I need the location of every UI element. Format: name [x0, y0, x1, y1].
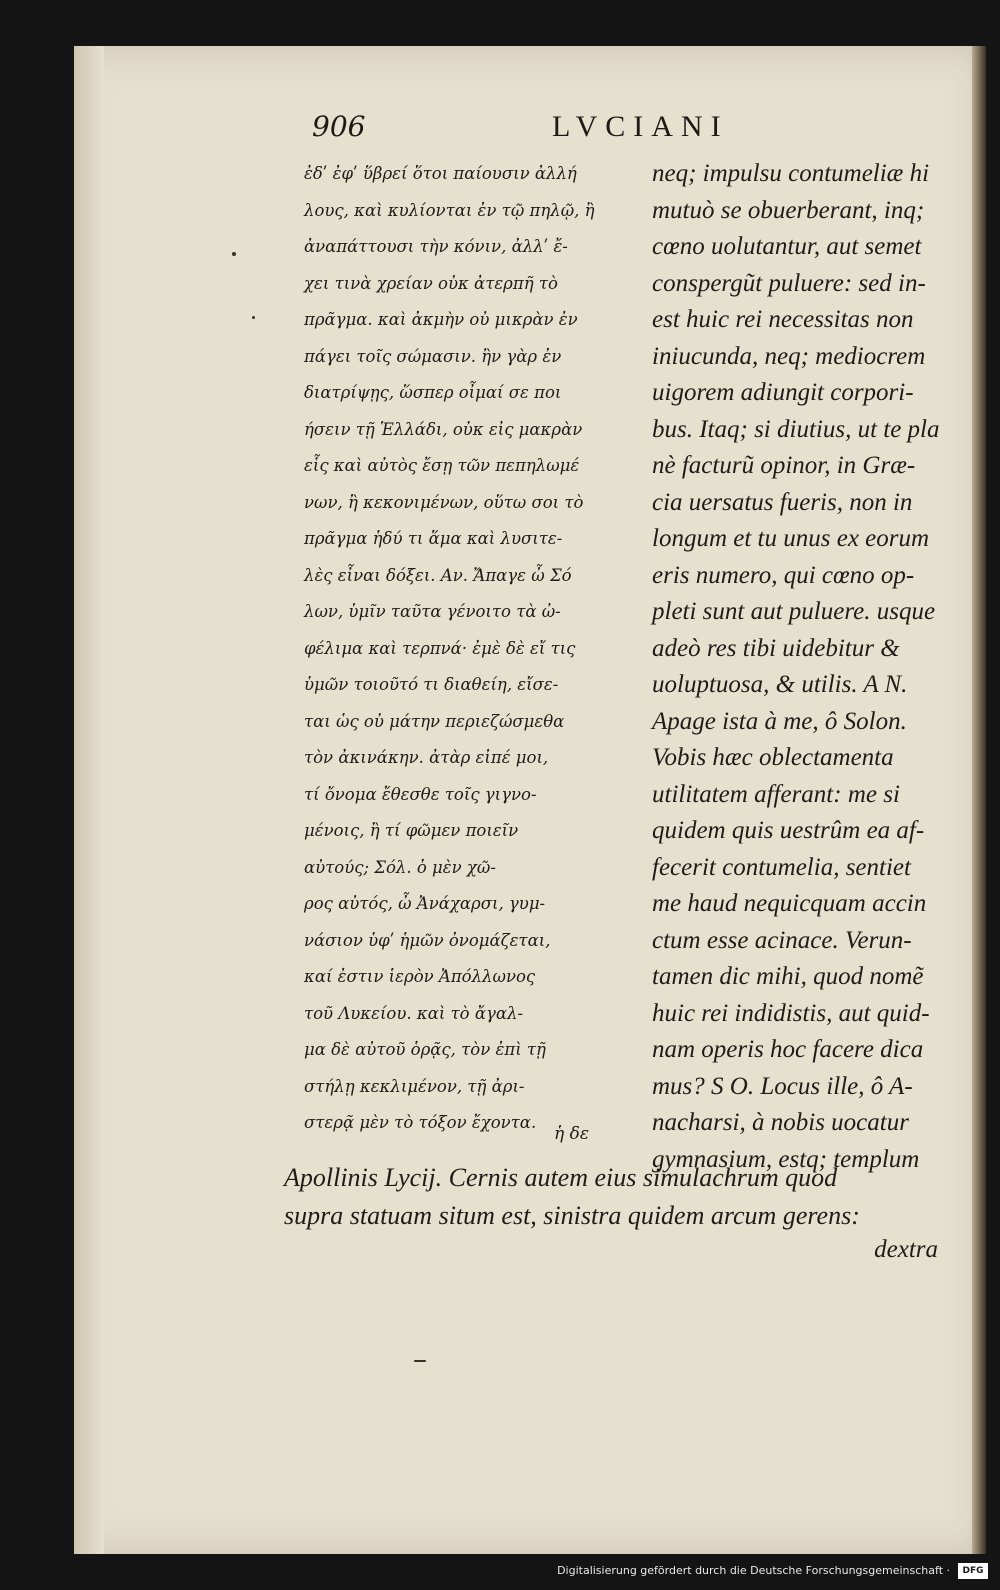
text-line: νάσιον ὑφʹ ἡμῶν ὀνομάζεται,: [304, 930, 551, 950]
text-line: ται ὡς οὐ μάτην περιεζώσμεθα: [304, 711, 565, 731]
text-line: mus? S O. Locus ille, ô A-: [652, 1072, 913, 1100]
text-line: longum et tu unus ex eorum: [652, 525, 930, 552]
page-header: [312, 110, 932, 146]
text-line: πρᾶγμα ἡδύ τι ἅμα καὶ λυσιτε-: [304, 529, 563, 548]
ink-spot: [252, 316, 255, 319]
text-line: mutuò se obuerberant, inq;: [652, 196, 925, 224]
text-line: λων, ὑμῖν ταῦτα γένοιτο τὰ ὠ-: [304, 602, 561, 621]
text-line: quidem quis uestrûm ea af-: [652, 817, 925, 844]
text-line: est huic rei necessitas non: [652, 306, 914, 333]
text-line: adeò res tibi uidebitur &: [652, 634, 900, 662]
text-line: στερᾷ μὲν τὸ τόξον ἔχοντα.: [304, 1113, 537, 1132]
text-line: ήσειν τῇ Ἑλλάδι, οὐκ εἰς μακρὰν: [304, 419, 583, 439]
text-line: utilitatem afferant: me si: [652, 780, 900, 808]
text-line: χει τινὰ χρείαν οὐκ ἀτερπῆ τὸ: [304, 273, 558, 293]
text-line: λὲς εἶναι δόξει. Αν. Ἄπαγε ὦ Σό: [304, 565, 572, 585]
text-line: eris numero, qui cœno op-: [652, 561, 915, 589]
text-line: tamen dic mihi, quod nomẽ: [652, 963, 924, 990]
text-line: nacharsi, à nobis uocatur: [652, 1109, 909, 1136]
text-line: Apollinis Lycij. Cernis autem eius simulachrum quod: [284, 1163, 838, 1192]
page-gutter: [74, 46, 104, 1554]
text-line: τοῦ Λυκείου. καὶ τὸ ἄγαλ-: [304, 1003, 524, 1023]
text-line: τὸν ἀκινάκην. ἀτὰρ εἰπέ μοι,: [304, 748, 549, 767]
text-line: ctum esse acinace. Verun-: [652, 926, 912, 954]
text-line: cia uersatus fueris, non in: [652, 488, 913, 516]
text-line: ὑμῶν τοιοῦτό τι διαθείη, εἴσε-: [304, 675, 559, 694]
text-line: λους, καὶ κυλίονται ἐν τῷ πηλῷ, ἢ: [304, 200, 595, 220]
text-line: μα δὲ αὐτοῦ ὁρᾷς, τὸν ἐπὶ τῇ: [304, 1040, 546, 1059]
digitization-footer: [0, 1554, 1000, 1590]
text-line: νων, ἢ κεκονιμένων, οὕτω σοι τὸ: [304, 492, 584, 512]
book-page: [74, 46, 986, 1554]
text-line: uoluptuosa, & utilis. A N.: [652, 671, 908, 698]
greek-text-column: [304, 156, 634, 1142]
running-title: LVCIANI: [552, 110, 729, 143]
text-line: huic rei indidistis, aut quid-: [652, 999, 930, 1027]
text-line: bus. Itaq; si diutius, ut te pla: [652, 415, 940, 443]
text-line: ἐδʹ ἐφʹ ὕβρεί ὅτοι παίουσιν ἀλλή: [304, 164, 577, 183]
ink-spot: [232, 252, 236, 256]
latin-text-column: [652, 156, 962, 1178]
text-line: conspergũt puluere: sed in-: [652, 269, 926, 297]
text-line: μένοις, ἢ τί φῶμεν ποιεῖν: [304, 821, 519, 840]
text-line: nam operis hoc facere dica: [652, 1036, 924, 1063]
text-line: fecerit contumelia, sentiet: [652, 853, 911, 881]
text-line: neq; impulsu contumeliæ hi: [652, 160, 930, 187]
full-width-text: [284, 1159, 964, 1235]
text-line: Vobis hæc oblectamenta: [652, 744, 894, 771]
text-line: me haud nequicquam accin: [652, 890, 927, 917]
page-edge: [972, 46, 986, 1554]
text-line: iniucunda, neq; mediocrem: [652, 342, 926, 370]
text-line: καί ἐστιν ἱερὸν Ἀπόλλωνος: [304, 967, 536, 986]
page-number: 906: [312, 110, 366, 143]
text-line: πάγει τοῖς σώμασιν. ἢν γὰρ ἐν: [304, 346, 562, 366]
text-line: τί ὄνομα ἔθεσθε τοῖς γιγνο-: [304, 784, 537, 804]
text-line: uigorem adiungit corpori-: [652, 379, 914, 406]
footer-credit: Digitalisierung gefördert durch die Deutsche Forschungsgemeinschaft ·: [557, 1564, 950, 1577]
catchword: dextra: [874, 1236, 938, 1263]
greek-column-tail: ἡ δε: [554, 1124, 589, 1144]
text-line: ἀναπάττουσι τὴν κόνιν, ἀλλʹ ἔ-: [304, 237, 568, 256]
text-line: pleti sunt aut puluere. usque: [652, 598, 936, 625]
text-line: gymnasium, estq; templum: [652, 1145, 920, 1173]
text-line: supra statuam situm est, sinistra quidem arcum gerens:: [284, 1201, 860, 1230]
text-line: cœno uolutantur, aut semet: [652, 233, 922, 260]
ink-mark: [414, 1360, 426, 1362]
text-line: αὐτούς; Σόλ. ὁ μὲν χῶ-: [304, 857, 496, 877]
text-line: Apage ista à me, ô Solon.: [652, 707, 907, 735]
text-line: φέλιμα καὶ τερπνά· ἐμὲ δὲ εἴ τις: [304, 638, 576, 658]
dfg-logo: DFG: [958, 1563, 988, 1579]
text-line: στήλῃ κεκλιμένον, τῇ ἀρι-: [304, 1076, 525, 1096]
text-line: διατρίψῃς, ὥσπερ οἶμαί σε ποι: [304, 383, 562, 402]
text-line: εἷς καὶ αὐτὸς ἔσῃ τῶν πεπηλωμέ: [304, 456, 580, 475]
text-line: nè facturũ opinor, in Græ-: [652, 452, 916, 479]
text-line: πρᾶγμα. καὶ ἀκμὴν οὐ μικρὰν ἐν: [304, 310, 578, 329]
text-line: ρος αὐτός, ὦ Ἀνάχαρσι, γυμ-: [304, 894, 546, 913]
